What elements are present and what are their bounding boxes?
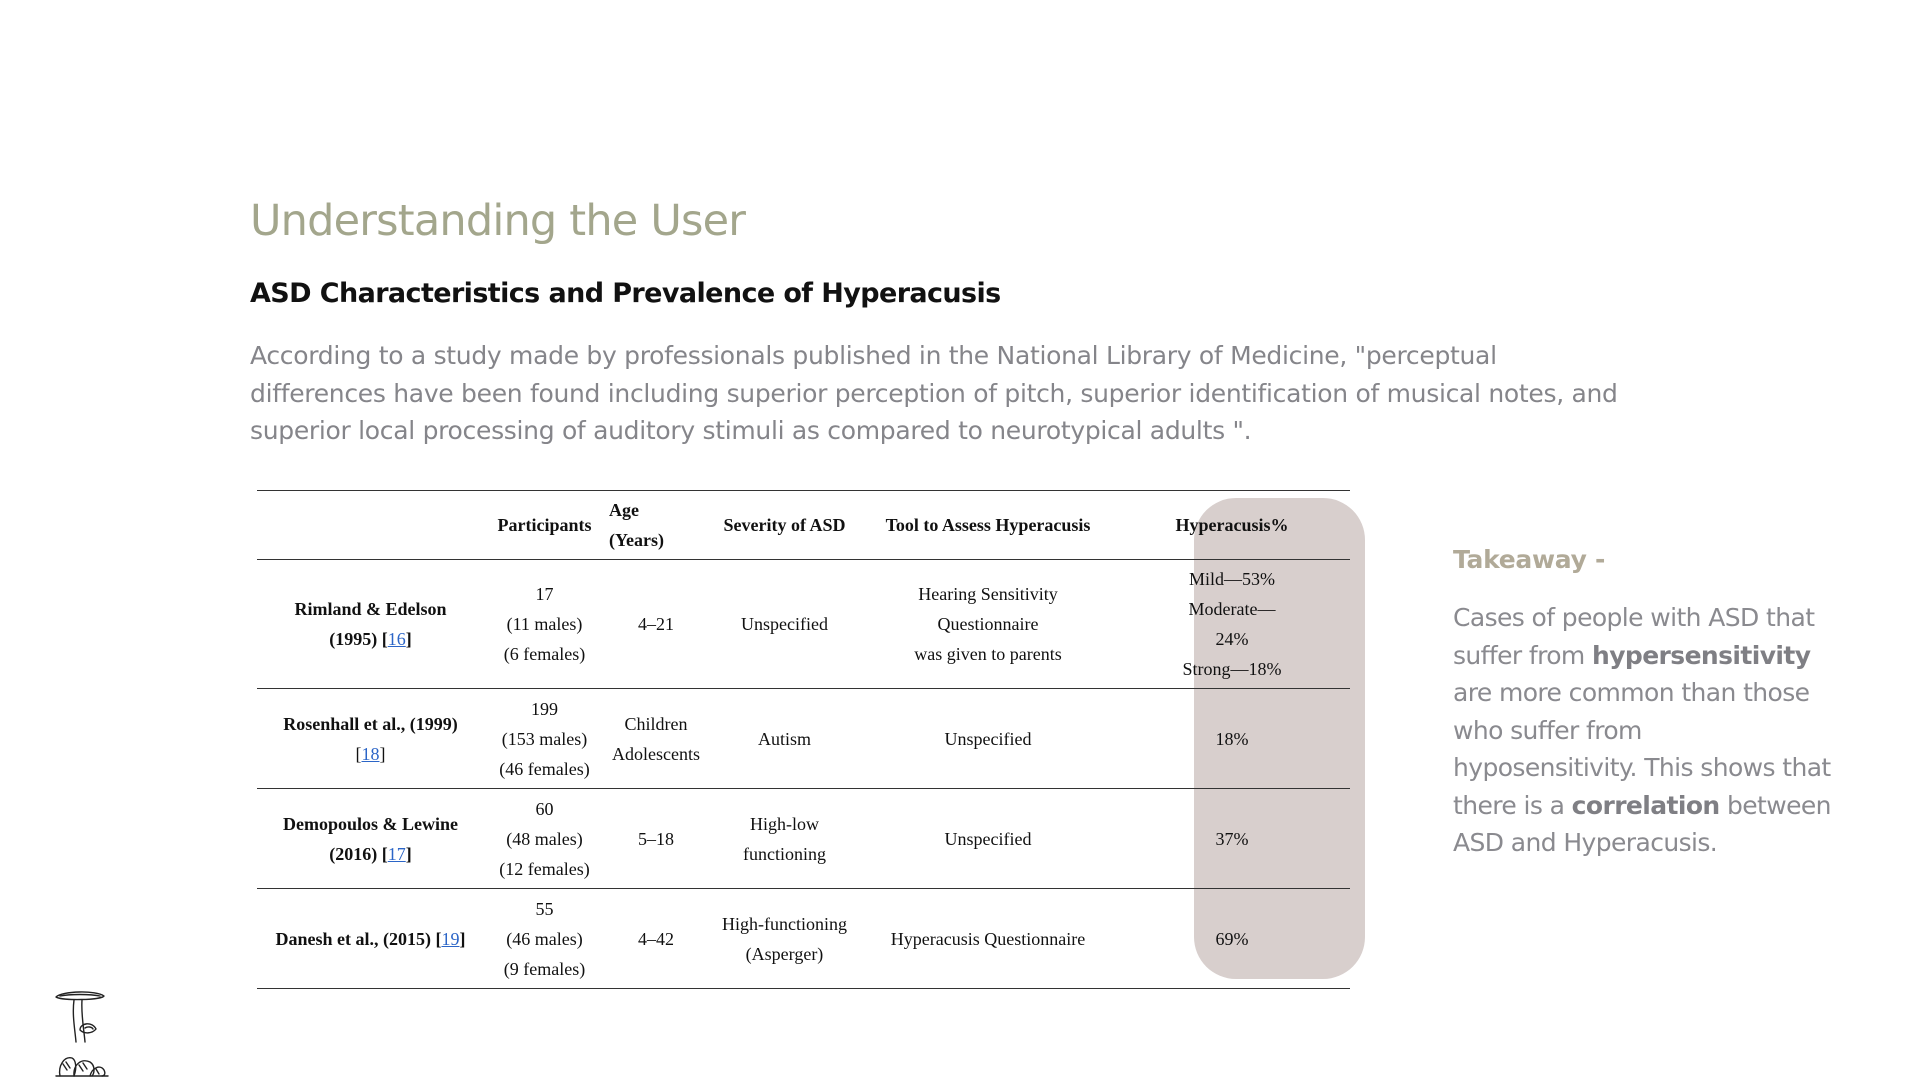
study-cell: Rimland & Edelson (1995) [16] bbox=[257, 560, 484, 689]
tool-cell: Hyperacusis Questionnaire bbox=[862, 889, 1114, 989]
header-participants: Participants bbox=[484, 491, 605, 560]
header-hyperacusis: Hyperacusis% bbox=[1114, 491, 1350, 560]
hyperacusis-cell: 37% bbox=[1114, 789, 1350, 889]
participants-cell: 17 (11 males) (6 females) bbox=[484, 560, 605, 689]
section-subtitle: ASD Characteristics and Prevalence of Hyperacusis bbox=[250, 278, 1001, 309]
age-cell: 5–18 bbox=[605, 789, 707, 889]
age-cell: 4–42 bbox=[605, 889, 707, 989]
table-row bbox=[257, 689, 1350, 789]
header-tool: Tool to Assess Hyperacusis bbox=[862, 491, 1114, 560]
reference-link[interactable]: 19 bbox=[441, 928, 460, 949]
header-study bbox=[257, 491, 484, 560]
header-age: Age (Years) bbox=[605, 491, 707, 560]
hyperacusis-cell: 69% bbox=[1114, 889, 1350, 989]
reference-link[interactable]: 18 bbox=[361, 743, 380, 764]
takeaway-emphasis: correlation bbox=[1571, 790, 1720, 820]
hyperacusis-studies-table bbox=[257, 490, 1350, 989]
age-cell: Children Adolescents bbox=[605, 689, 707, 789]
tool-cell: Hearing Sensitivity Questionnaire was given to parents bbox=[862, 560, 1114, 689]
takeaway-emphasis: hypersensitivity bbox=[1592, 640, 1811, 670]
reference-link[interactable]: 17 bbox=[387, 843, 406, 864]
table-row bbox=[257, 889, 1350, 989]
participants-cell: 199 (153 males) (46 females) bbox=[484, 689, 605, 789]
participants-cell: 55 (46 males) (9 females) bbox=[484, 889, 605, 989]
study-cell: Danesh et al., (2015) [19] bbox=[257, 889, 484, 989]
table-row bbox=[257, 560, 1350, 689]
mushroom-sketch-icon bbox=[52, 990, 116, 1080]
age-cell: 4–21 bbox=[605, 560, 707, 689]
table-row bbox=[257, 789, 1350, 889]
takeaway-label: Takeaway - bbox=[1453, 545, 1606, 574]
hyperacusis-cell: 18% bbox=[1114, 689, 1350, 789]
reference-link[interactable]: 16 bbox=[387, 629, 406, 649]
tool-cell: Unspecified bbox=[862, 689, 1114, 789]
table-header-row bbox=[257, 491, 1350, 560]
severity-cell: Autism bbox=[707, 689, 862, 789]
page-title: Understanding the User bbox=[250, 196, 746, 246]
takeaway-text: Cases of people with ASD that suffer from hypersensitivity are more common than those who suffer from hyposensitivity. This shows that there is a correlation between ASD and Hyperacusis. bbox=[1453, 603, 1831, 857]
participants-cell: 60 (48 males) (12 females) bbox=[484, 789, 605, 889]
severity-cell: High-low functioning bbox=[707, 789, 862, 889]
severity-cell: Unspecified bbox=[707, 560, 862, 689]
hyperacusis-cell: Mild—53% Moderate— 24% Strong—18% bbox=[1114, 560, 1350, 689]
header-severity: Severity of ASD bbox=[707, 491, 862, 560]
intro-paragraph: According to a study made by professionals published in the National Library of Medicine, "perceptual differences have been found including superior perception of pitch, superior identification of musical notes, and superior local processing of auditory stimuli as compared to neurotypical adults ". bbox=[250, 341, 1618, 445]
tool-cell: Unspecified bbox=[862, 789, 1114, 889]
severity-cell: High-functioning (Asperger) bbox=[707, 889, 862, 989]
study-cell: Demopoulos & Lewine (2016) [17] bbox=[257, 789, 484, 889]
study-cell: Rosenhall et al., (1999) [18] bbox=[257, 689, 484, 789]
